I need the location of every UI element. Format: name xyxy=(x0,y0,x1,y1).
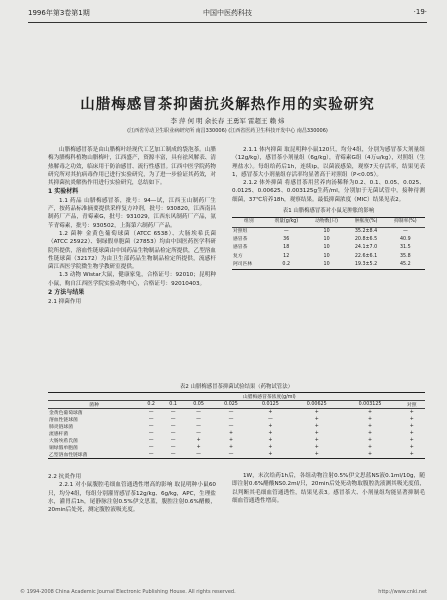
table-cell: — xyxy=(148,417,154,422)
table-cell: — xyxy=(148,424,154,429)
table-cell: + xyxy=(268,445,273,450)
table-cell: — xyxy=(283,228,289,234)
table-row xyxy=(48,437,425,444)
table-cell: — xyxy=(170,438,176,443)
article-authors: 李 萍 何 明 余长春 王勇军 雷超王 赖 炜 xyxy=(170,117,285,125)
table-cell: — xyxy=(148,431,154,436)
table-row xyxy=(48,451,425,459)
table-row xyxy=(48,444,425,451)
table-row xyxy=(232,236,425,244)
table-cell: — xyxy=(170,417,176,422)
article-title: 山腊梅感冒茶抑菌抗炎解热作用的实验研究 xyxy=(80,97,375,113)
column-header: 0.00625 xyxy=(306,402,327,407)
table-row xyxy=(48,423,425,430)
table-cell: 31.5 xyxy=(399,245,411,251)
table-cell: 12 xyxy=(283,253,290,259)
table-cell: + xyxy=(368,417,373,422)
row-label: 铜绿假单胞菌 xyxy=(49,446,78,451)
table-cell: + xyxy=(268,452,273,457)
table2-caption: 表2 山腊梅感冒茶抑菌试验结果（药物试管法） xyxy=(180,384,293,390)
table-cell: — xyxy=(196,424,201,429)
row-label: 肺炎链球菌 xyxy=(49,425,73,430)
right-column-text xyxy=(232,146,425,204)
table1-grid xyxy=(232,217,425,270)
running-header xyxy=(28,8,427,22)
table-cell: + xyxy=(368,431,373,436)
table-cell: — xyxy=(196,452,201,457)
table-cell: + xyxy=(409,452,414,457)
bottom-right-column xyxy=(232,472,425,505)
row-label: 流感杆菌 xyxy=(49,432,69,437)
table-cell: — xyxy=(148,452,154,457)
paragraph: 1.3 动物 Wistar大鼠，健康家兔，合格证号：92010；昆明种小鼠，购自江西医学院实验动物中心，合格证号：92010403。 xyxy=(48,272,216,287)
row-label: 金黄色葡萄球菌 xyxy=(49,411,83,416)
table-cell: — xyxy=(228,417,234,422)
row-label: 对照组 xyxy=(233,228,248,234)
table-cell: + xyxy=(409,431,414,436)
table-cell: 24.1±7.0 xyxy=(354,245,378,251)
row-label: 溶血性链球菌 xyxy=(49,418,78,423)
table-cell: — xyxy=(148,445,154,450)
table-cell: 10 xyxy=(323,236,330,242)
table-cell: 10 xyxy=(323,228,330,234)
article-affiliation: (江西省劳动卫生职业病研究所 南昌330006) (江西省医药卫生科技开发中心 南昌330006) xyxy=(127,128,328,134)
table1 xyxy=(232,207,425,270)
row-label: 乙型溶血性链球菌 xyxy=(49,453,88,458)
table-cell: 35.2±8.4 xyxy=(354,228,378,234)
table2-corner-right xyxy=(398,393,425,401)
table-cell: + xyxy=(368,452,373,457)
table-cell: + xyxy=(409,438,414,443)
table-cell: 10 xyxy=(323,261,330,267)
table-cell: + xyxy=(314,410,319,415)
table-cell: — xyxy=(228,424,234,429)
table-cell: — xyxy=(196,410,201,415)
row-label: 阿司匹林 xyxy=(233,261,253,267)
table-cell: 22.6±6.1 xyxy=(354,253,378,259)
bottom-left-column xyxy=(48,472,216,514)
column-header: 0.025 xyxy=(224,402,238,407)
column-header: 动物数(只) xyxy=(315,219,339,225)
table2-header-row xyxy=(48,401,425,409)
table-row xyxy=(232,261,425,270)
table-cell: — xyxy=(170,445,176,450)
table1-header-row xyxy=(232,218,425,227)
table-cell: + xyxy=(368,410,373,415)
section-heading: 2.1 抑菌作用 xyxy=(48,299,82,306)
issue-label: 1996年第3卷第1期 xyxy=(28,9,90,17)
table-row xyxy=(232,253,425,261)
table-row xyxy=(48,430,425,437)
table-cell: + xyxy=(314,431,319,436)
column-header: 剂量(g/kg) xyxy=(274,219,299,225)
paragraph: 2.1.1 体内抑菌 取昆明种小鼠120只，均分4组，分别为感冒茶大剂量组（12g/kg），感冒茶小剂量组（6g/kg），青霉素G组（4万u/kg），对照组（生理盐水）。每组给药后1h，连续ip，以菌液感染，观察7天存活率，结果见表1，感冒茶大小剂量组存活率均显著高于对照组（P<0.05）。 xyxy=(232,147,425,178)
table-cell: 10 xyxy=(323,245,330,251)
table-row xyxy=(48,416,425,423)
table-cell: + xyxy=(368,445,373,450)
journal-name: 中国中医药科技 xyxy=(203,9,252,17)
left-column xyxy=(48,146,216,307)
table-cell: + xyxy=(368,438,373,443)
section-heading: 2 方法与结果 xyxy=(48,289,85,297)
table-cell: + xyxy=(268,410,273,415)
copyright-notice: © 1994-2008 China Academic Journal Electronic Publishing House. All rights reserved. xyxy=(20,589,236,595)
table-cell: 19.3±5.2 xyxy=(354,261,378,267)
column-header: 组别 xyxy=(244,219,254,225)
table-cell: + xyxy=(314,417,319,422)
table-cell: + xyxy=(268,431,273,436)
table-cell: + xyxy=(228,445,233,450)
table-cell: — xyxy=(196,417,201,422)
column-header: 0.003125 xyxy=(358,402,382,407)
table-cell: + xyxy=(196,445,201,450)
column-header: 对照 xyxy=(406,403,417,408)
table-cell: + xyxy=(409,417,414,422)
paragraph: 2.2.1 对小鼠腹腔毛细血管通透性增高的影响 取昆明种小鼠60只，均分4组，每组分别灌胃感冒茶12g/kg、6g/kg，APC，生理盐水，灌胃后1h，尾静脉注射0.5%伊文思蓝，腹腔注射0.6%醋酸，20min后处死，测定腹腔液吸光度。 xyxy=(48,482,216,514)
column-header: 0.2 xyxy=(147,402,155,407)
table-cell: — xyxy=(170,452,176,457)
column-header: 菌种 xyxy=(89,403,99,408)
table-cell: + xyxy=(314,424,319,429)
table2-group-header: 山腊梅感冒茶浓度(g/ml) xyxy=(140,393,398,401)
table-cell: — xyxy=(148,438,154,443)
paragraph: 山腊梅感冒茶是由山腊梅叶经现代工艺加工制成的袋泡茶。山腊梅为腊梅科植物山腊梅叶，江西盛产，资源丰富，具有祛风解表、清热解毒之功效，临床用于防治感冒、流行性感冒。江西中医学院药物研究所对其抗病毒作用已进行实验研究，为了进一步验证其药效，对其抑菌抗炎解热作用进行实验研究，总结如下。 xyxy=(48,147,216,187)
header-rule xyxy=(28,22,427,23)
table1-caption: 表1 山腊梅感冒茶对小鼠足肿胀的影响 xyxy=(282,208,375,215)
column-header: 肿胀度(%) xyxy=(354,219,378,225)
table-cell: + xyxy=(409,410,414,415)
paragraph: 2.1.2 体外抑菌 将感冒茶用营养肉汤稀释为0.2、0.1、0.05、0.025、0.0125、0.00625、0.003125g生药/ml，分别加于无菌试管中，接种待测细菌，37℃培养18h，观察结果。最低抑菌浓度（MIC）结果见表2。 xyxy=(232,180,425,203)
table-cell: — xyxy=(402,228,408,234)
table2 xyxy=(48,380,425,459)
paragraph: 1.1 药品 山腊梅感冒茶，批号：94—试，江西玉山制药厂生产，按药品标准摘要提供采样复方冲剂，批号：930820，江西南昌制药厂产品，青霉素G，批号：931029，江西东风制药厂产品，氨苄青霉素，批号：930502，上海第六制药厂产品。 xyxy=(48,197,216,229)
table2-grid xyxy=(48,392,425,459)
table-cell: 18 xyxy=(283,245,290,251)
table-cell: + xyxy=(314,438,319,443)
row-label: 大肠埃希氏菌 xyxy=(49,439,78,444)
table-cell: + xyxy=(228,431,233,436)
column-header: 0.05 xyxy=(193,402,204,407)
column-header: 抑制率(%) xyxy=(393,219,417,225)
paragraph: 1.2 菌种 金黄色葡萄球菌（ATCC 6538）、大肠埃希氏菌（ATCC 25922）、铜绿假单胞菌（27853）均由中国医药医学科研院所提供，溶血性链球菌由中国药品生物制品检定所提供，乙型溶血性链球菌（32172）为由卫生部药品生物制品检定所提供，流感杆菌江西医学院微生物学教研室提供。 xyxy=(48,230,216,271)
column-header: 0.0125 xyxy=(261,402,279,407)
site-url: http://www.cnki.net xyxy=(378,589,427,595)
section-heading: 2.2 抗炎作用 xyxy=(48,474,82,480)
page-number: ·19· xyxy=(413,8,427,16)
table1-body xyxy=(232,227,425,269)
table-cell: + xyxy=(314,452,319,457)
table-cell: + xyxy=(268,438,273,443)
table-cell: — xyxy=(170,410,176,415)
row-label: 复方 xyxy=(233,253,243,259)
table-cell: + xyxy=(268,424,273,429)
paragraph: 1W，末次给药1h后，各组动物注射0.5%伊文思蓝NS液0.1ml/10g，随即注射0.6%醋酸NS0.2ml/只，20min后处死动物取腹腔洗液测其吸光度值，以判断其毛细血管通透性，结果见表3。感冒茶大、小剂量组均能显著抑制毛细血管通透性增高。 xyxy=(232,473,425,504)
table-cell: — xyxy=(196,431,201,436)
column-header: 0.1 xyxy=(169,402,177,407)
table-cell: 10 xyxy=(323,253,330,259)
table-cell: — xyxy=(170,424,176,429)
table-row xyxy=(48,409,425,417)
right-column xyxy=(232,146,425,270)
table-cell: — xyxy=(267,417,273,422)
table-cell: 40.9 xyxy=(399,236,411,242)
row-label: 感冒茶 xyxy=(233,236,248,242)
table-cell: + xyxy=(314,445,319,450)
table2-body xyxy=(48,409,425,459)
table-cell: + xyxy=(409,424,414,429)
table-cell: — xyxy=(148,410,154,415)
table-cell: + xyxy=(196,438,201,443)
table-cell: 0.2 xyxy=(282,261,291,267)
table-cell: + xyxy=(228,438,233,443)
table-cell: 20.8±6.5 xyxy=(354,236,378,242)
table-row xyxy=(232,227,425,236)
row-label: 感冒茶 xyxy=(233,245,248,251)
table2-corner xyxy=(48,393,140,401)
section-heading: 1 实验材料 xyxy=(48,188,79,196)
table-cell: 36 xyxy=(283,236,290,242)
table-cell: — xyxy=(228,410,234,415)
table-cell: — xyxy=(170,431,176,436)
table2-group-row xyxy=(48,393,425,401)
table-cell: — xyxy=(228,452,234,457)
table-row xyxy=(232,244,425,252)
table-cell: 45.2 xyxy=(399,261,411,267)
table-cell: + xyxy=(409,445,414,450)
table-cell: 35.8 xyxy=(399,253,411,259)
table-cell: + xyxy=(368,424,373,429)
